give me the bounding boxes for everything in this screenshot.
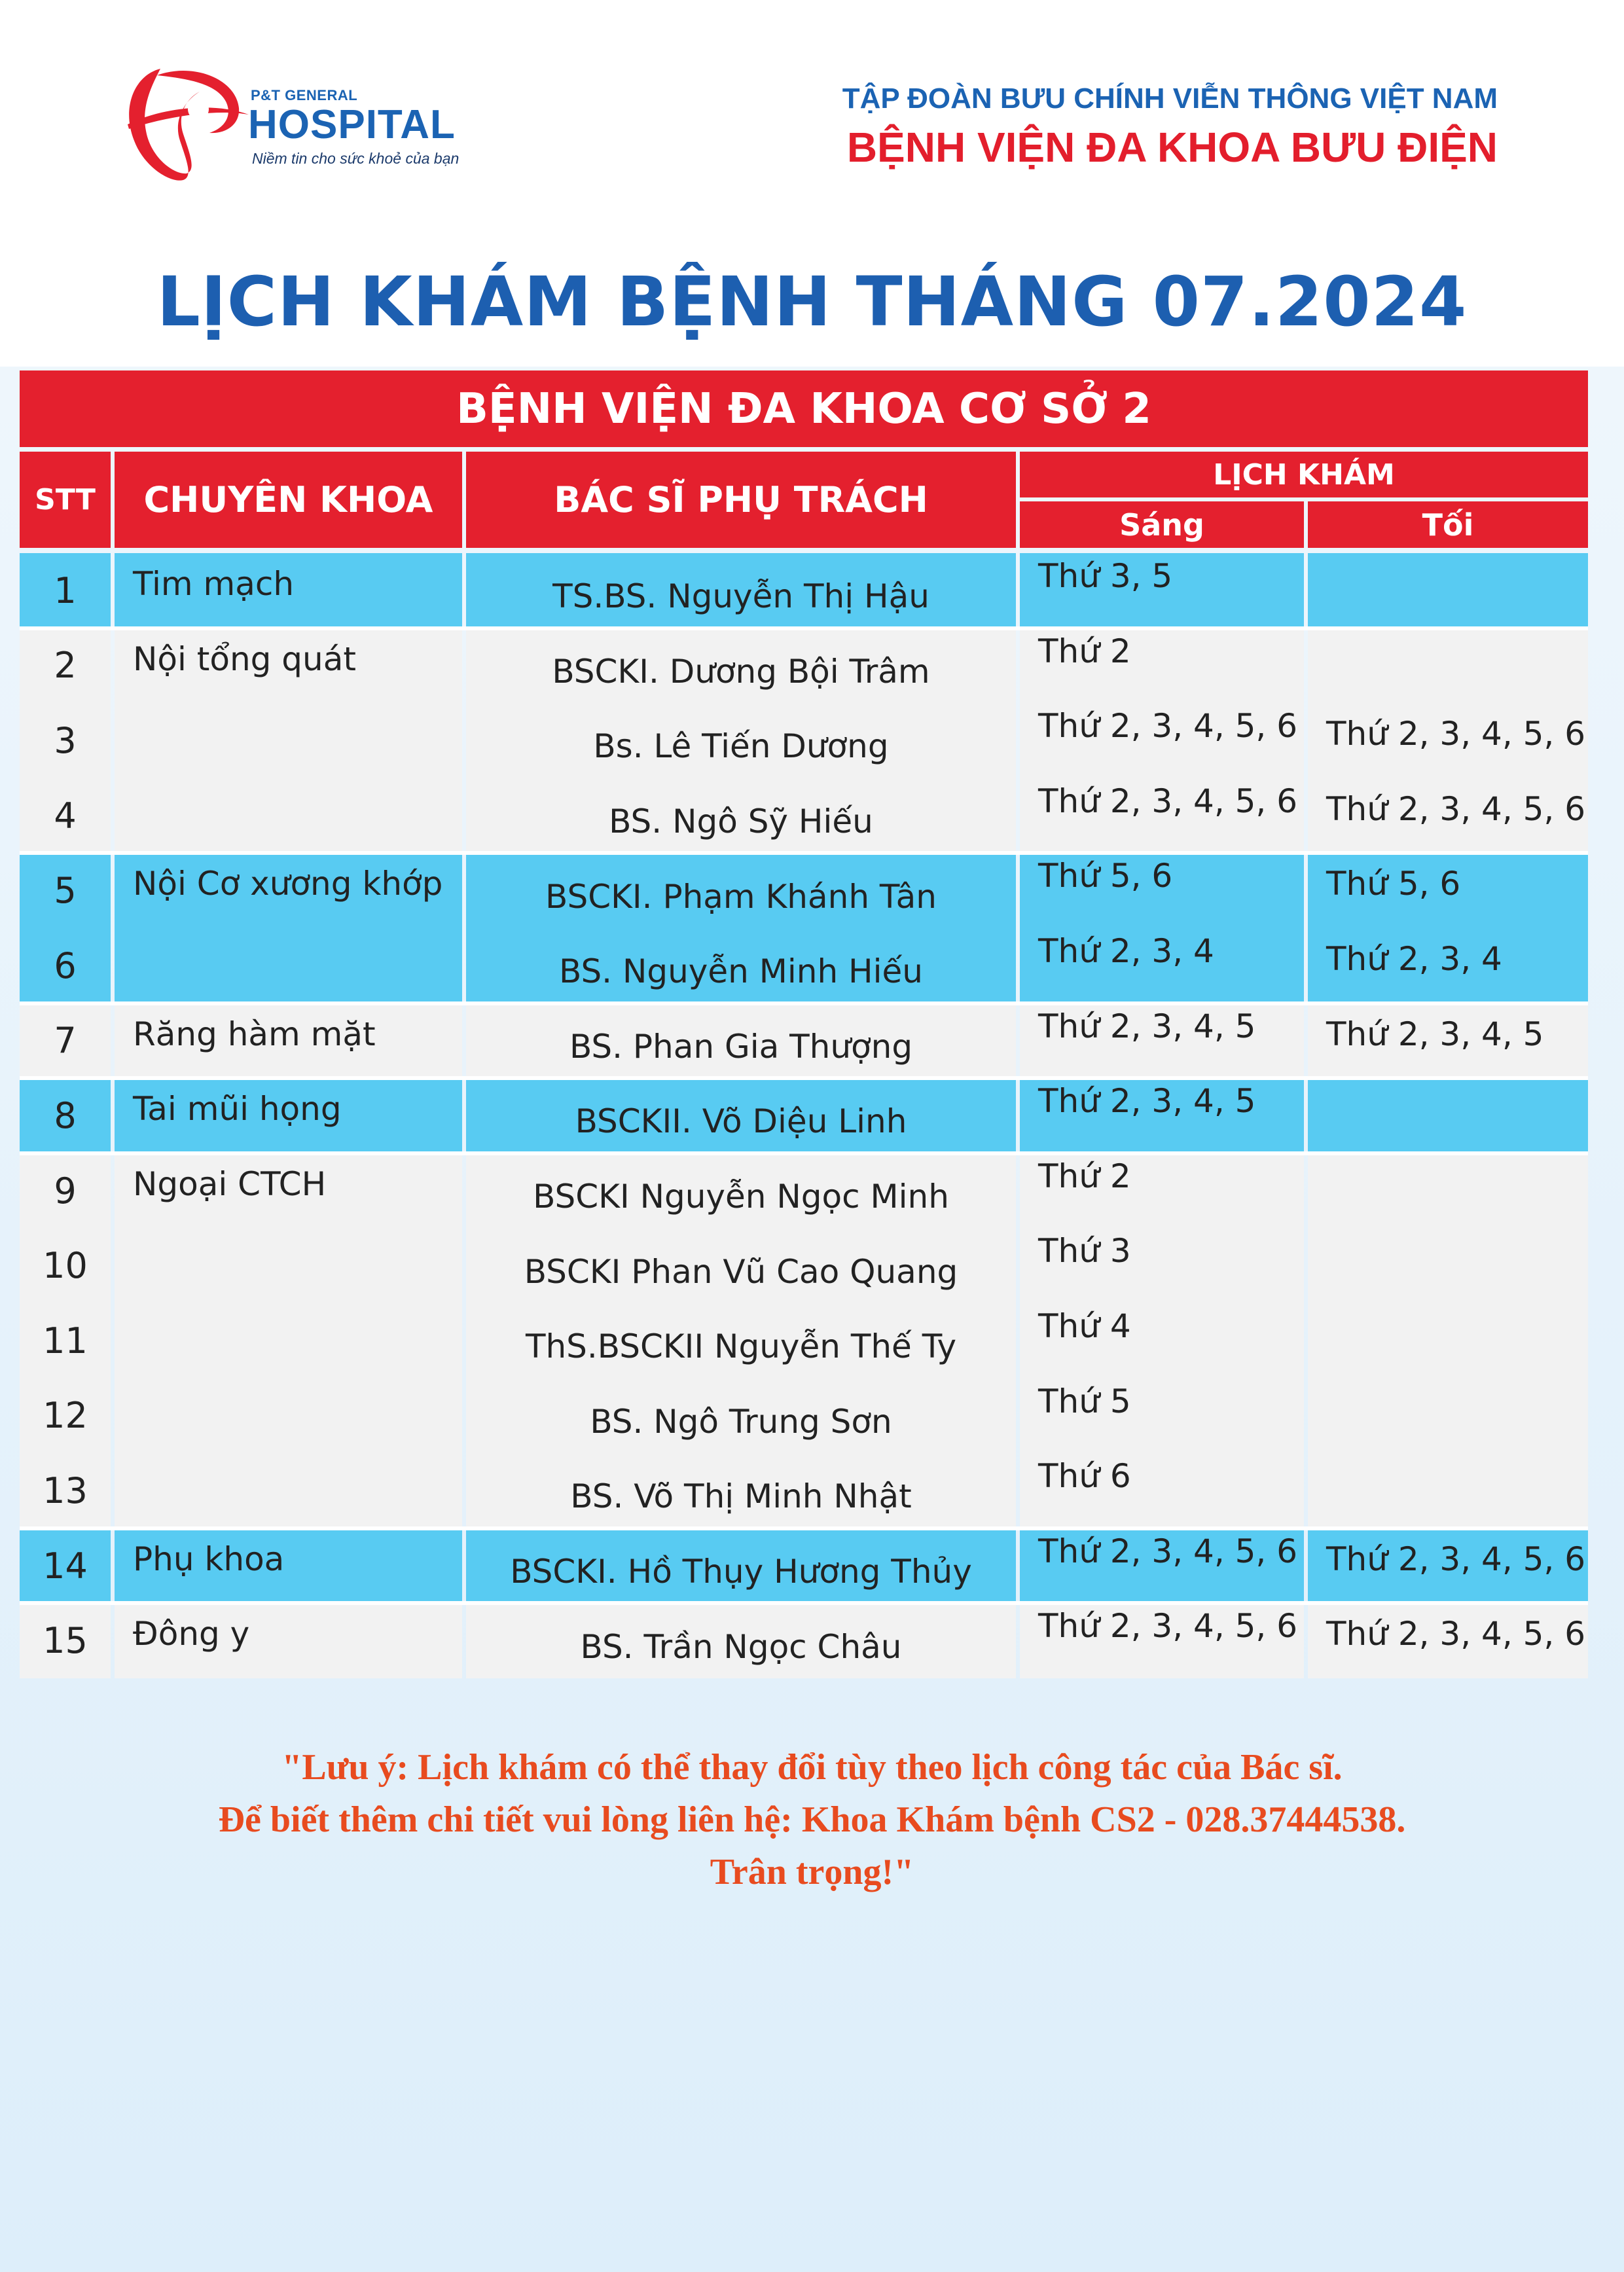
row-morning: Thứ 2, 3, 4, 5 [1020, 1003, 1304, 1079]
row-stt: 15 [20, 1603, 111, 1678]
row-specialty: Nội Cơ xương khớp [115, 853, 462, 1003]
row-divider [20, 1601, 1588, 1605]
row-divider [20, 1526, 1588, 1530]
row-evening [1308, 553, 1588, 628]
row-morning: Thứ 2, 3, 4, 5 [1020, 1078, 1304, 1153]
row-doctor: BS. Ngô Trung Sơn [466, 1379, 1016, 1454]
row-specialty: Phụ khoa [115, 1528, 462, 1604]
row-stt: 2 [20, 628, 111, 704]
row-doctor: BS. Nguyễn Minh Hiếu [466, 928, 1016, 1003]
notice-line-1: "Lưu ý: Lịch khám có thể thay đổi tùy theo lịch công tác của Bác sĩ. [281, 1747, 1343, 1788]
page-title: LỊCH KHÁM BỆNH THÁNG 07.2024 [156, 262, 1468, 342]
row-doctor: BS. Trần Ngọc Châu [466, 1603, 1016, 1678]
row-evening [1308, 1153, 1588, 1229]
logo-tagline: Niềm tin cho sức khoẻ của bạn [252, 150, 460, 167]
row-doctor: Bs. Lê Tiến Dương [466, 703, 1016, 778]
row-morning: Thứ 2, 3, 4 [1020, 928, 1304, 1003]
row-stt: 11 [20, 1303, 111, 1379]
header-doctor: BÁC SĨ PHỤ TRÁCH [466, 452, 1016, 548]
row-morning: Thứ 2, 3, 4, 5, 6 [1020, 1528, 1304, 1604]
organization-group-name: TẬP ĐOÀN BƯU CHÍNH VIỄN THÔNG VIỆT NAM [842, 82, 1498, 115]
row-evening [1308, 1453, 1588, 1528]
row-specialty: Đông y [115, 1603, 462, 1678]
row-stt: 3 [20, 703, 111, 778]
row-morning: Thứ 4 [1020, 1303, 1304, 1379]
page-header [0, 0, 1624, 367]
row-divider [20, 851, 1588, 855]
row-divider [20, 1001, 1588, 1005]
header-specialty: CHUYÊN KHOA [115, 452, 462, 548]
row-morning: Thứ 3, 5 [1020, 553, 1304, 628]
header-evening: Tối [1308, 501, 1588, 548]
row-evening [1308, 1303, 1588, 1379]
row-stt: 5 [20, 853, 111, 928]
row-morning: Thứ 2, 3, 4, 5, 6 [1020, 703, 1304, 778]
row-doctor: BSCKI Phan Vũ Cao Quang [466, 1228, 1016, 1303]
row-stt: 10 [20, 1228, 111, 1303]
row-morning: Thứ 2, 3, 4, 5, 6 [1020, 778, 1304, 854]
row-evening: Thứ 2, 3, 4, 5, 6 [1308, 1603, 1588, 1678]
notice [0, 1741, 1624, 1898]
hospital-name: BỆNH VIỆN ĐA KHOA BƯU ĐIỆN [846, 124, 1498, 171]
row-stt: 7 [20, 1003, 111, 1079]
row-specialty: Ngoại CTCH [115, 1153, 462, 1528]
row-morning: Thứ 2 [1020, 1153, 1304, 1229]
row-evening: Thứ 2, 3, 4, 5, 6 [1308, 1528, 1588, 1604]
hospital-logo-icon [121, 62, 252, 187]
row-doctor: BS. Phan Gia Thượng [466, 1003, 1016, 1079]
row-stt: 8 [20, 1078, 111, 1153]
row-stt: 12 [20, 1379, 111, 1454]
row-evening: Thứ 5, 6 [1308, 853, 1588, 928]
row-doctor: BSCKI Nguyễn Ngọc Minh [466, 1153, 1016, 1229]
row-evening [1308, 628, 1588, 704]
row-divider [20, 626, 1588, 630]
row-morning: Thứ 5, 6 [1020, 853, 1304, 928]
row-morning: Thứ 2 [1020, 628, 1304, 704]
row-doctor: TS.BS. Nguyễn Thị Hậu [466, 553, 1016, 628]
row-stt: 9 [20, 1153, 111, 1229]
row-morning: Thứ 5 [1020, 1379, 1304, 1454]
row-morning: Thứ 3 [1020, 1228, 1304, 1303]
row-evening [1308, 1078, 1588, 1153]
row-evening: Thứ 2, 3, 4, 5 [1308, 1003, 1588, 1079]
row-doctor: BSCKII. Võ Diệu Linh [466, 1078, 1016, 1153]
row-specialty: Tim mạch [115, 553, 462, 628]
row-evening: Thứ 2, 3, 4, 5, 6 [1308, 778, 1588, 854]
row-doctor: BSCKI. Phạm Khánh Tân [466, 853, 1016, 928]
row-divider [20, 1076, 1588, 1080]
row-stt: 14 [20, 1528, 111, 1604]
table-banner: BỆNH VIỆN ĐA KHOA CƠ SỞ 2 [20, 370, 1588, 447]
row-specialty: Nội tổng quát [115, 628, 462, 854]
row-evening: Thứ 2, 3, 4 [1308, 928, 1588, 1003]
row-specialty: Răng hàm mặt [115, 1003, 462, 1079]
row-morning: Thứ 2, 3, 4, 5, 6 [1020, 1603, 1304, 1678]
row-doctor: BS. Võ Thị Minh Nhật [466, 1453, 1016, 1528]
row-stt: 4 [20, 778, 111, 854]
row-doctor: BSCKI. Dương Bội Trâm [466, 628, 1016, 704]
notice-line-2: Để biết thêm chi tiết vui lòng liên hệ: Khoa Khám bệnh CS2 - 028.37444538. [218, 1799, 1406, 1840]
row-doctor: BS. Ngô Sỹ Hiếu [466, 778, 1016, 854]
row-divider [20, 1151, 1588, 1155]
row-evening [1308, 1228, 1588, 1303]
header-stt: STT [20, 452, 111, 548]
row-stt: 6 [20, 928, 111, 1003]
row-morning: Thứ 6 [1020, 1453, 1304, 1528]
row-evening [1308, 1379, 1588, 1454]
row-stt: 13 [20, 1453, 111, 1528]
row-doctor: BSCKI. Hồ Thụy Hương Thủy [466, 1528, 1016, 1604]
row-evening: Thứ 2, 3, 4, 5, 6 [1308, 703, 1588, 778]
header-schedule: LỊCH KHÁM [1020, 452, 1588, 497]
logo-wordmark: HOSPITAL [248, 102, 456, 147]
logo-subtitle: P&T GENERAL [251, 87, 358, 103]
notice-line-3: Trân trọng!" [710, 1852, 914, 1892]
row-stt: 1 [20, 553, 111, 628]
header-morning: Sáng [1020, 501, 1304, 548]
row-specialty: Tai mũi họng [115, 1078, 462, 1153]
row-doctor: ThS.BSCKII Nguyễn Thế Ty [466, 1303, 1016, 1379]
hospital-logo [121, 62, 488, 187]
